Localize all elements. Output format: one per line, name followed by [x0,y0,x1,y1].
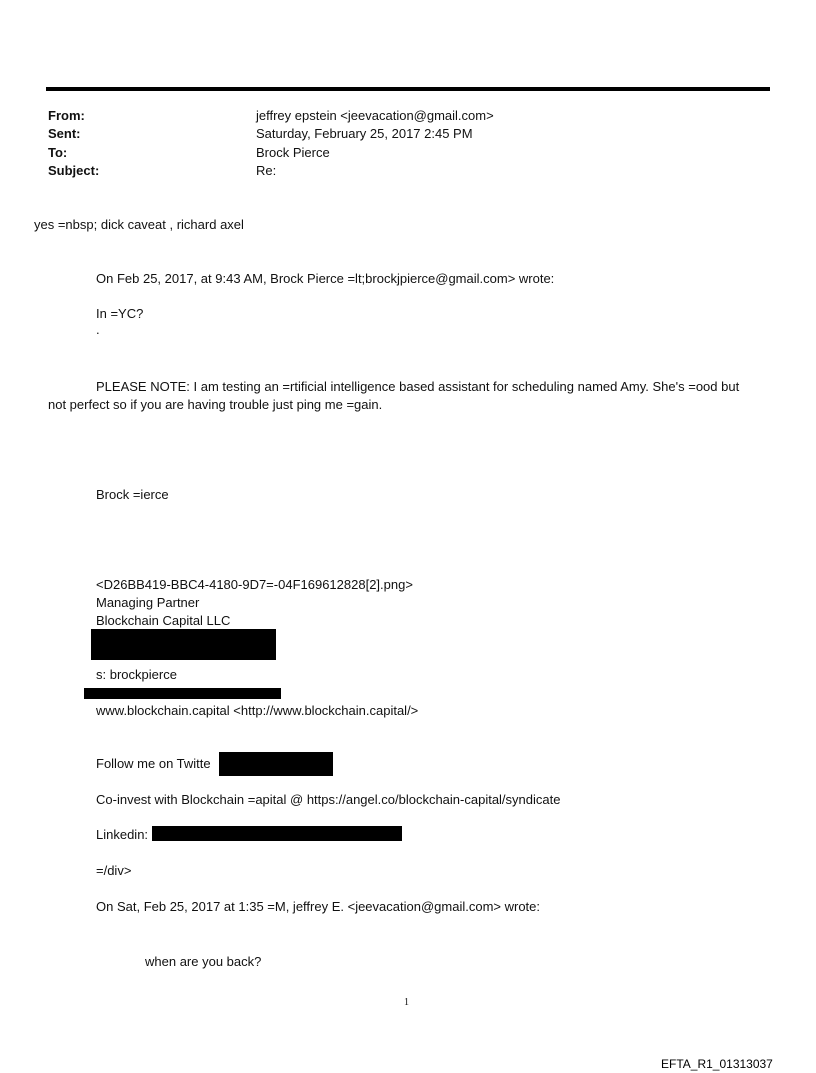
image-reference: <D26BB419-BBC4-4180-9D7=-04F169612828[2].png> [96,577,413,592]
signature-company: Blockchain Capital LLC [96,613,231,628]
note-line-1: PLEASE NOTE: I am testing an =rtificial intelligence based assistant for scheduling named Amy. She's =ood but [96,379,740,394]
website-line [96,703,418,718]
page-number: 1 [404,997,409,1008]
sent-label: Sent: [48,126,81,141]
dot-line: . [96,322,100,337]
div-close-line: =/div> [96,863,132,878]
question-line: In =YC? [96,306,144,321]
document-id-footer: EFTA_R1_01313037 [661,1057,773,1071]
redaction-block [84,688,281,699]
linkedin-label: Linkedin: [96,827,149,842]
to-label: To: [48,145,68,160]
signature-title: Managing Partner [96,595,200,610]
to-value: Brock Pierce [256,145,330,160]
signature-name: Brock =ierce [96,487,169,502]
coinvest-line: Co-invest with Blockchain =apital @ https://angel.co/blockchain-capital/syndicate [96,792,561,807]
skype-line: s: brockpierce [96,667,177,682]
note-line-2: not perfect so if you are having trouble just ping me =gain. [48,397,383,412]
redaction-block [91,629,276,660]
when-back-line: when are you back? [145,954,262,969]
from-value: jeffrey epstein <jeevacation@gmail.com> [256,108,494,123]
header-rule [46,87,770,91]
from-label: From: [48,108,85,123]
twitter-line: Follow me on Twitte [96,756,211,771]
subject-value: Re: [256,163,277,178]
redaction-block [152,826,402,841]
sent-value: Saturday, February 25, 2017 2:45 PM [256,126,473,141]
redaction-block [219,752,333,776]
quoted-header-2: On Sat, Feb 25, 2017 at 1:35 =M, jeffrey E. <jeevacation@gmail.com> wrote: [96,899,540,914]
subject-label: Subject: [48,163,100,178]
reply-line: yes =nbsp; dick caveat , richard axel [34,217,244,232]
website-link[interactable]: www.blockchain.capital <http://www.blockchain.capital/> [96,703,419,718]
quoted-header-1: On Feb 25, 2017, at 9:43 AM, Brock Pierce =lt;brockjpierce@gmail.com> wrote: [96,271,555,286]
